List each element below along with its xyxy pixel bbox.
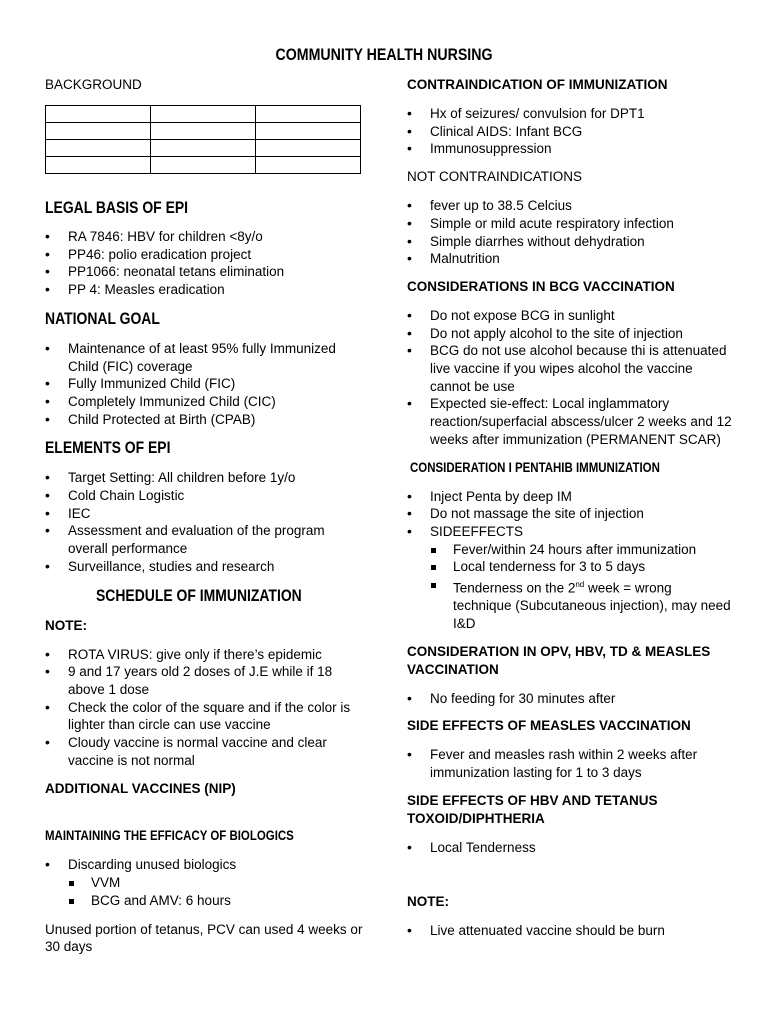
list-item: • Maintenance of at least 95% fully Immunized Child (FIC) coverage [45, 340, 365, 375]
unused-portion-text: Unused portion of tetanus, PCV can used 4 weeks or 30 days [45, 921, 363, 955]
list-item: • Do not apply alcohol to the site of injection [407, 325, 733, 343]
left-column [45, 76, 365, 956]
list-item [407, 523, 733, 633]
background-heading: BACKGROUND [45, 77, 142, 92]
legal-basis-list [45, 228, 365, 299]
superscript: nd [575, 580, 585, 590]
table-cell [256, 123, 361, 140]
measles-heading: SIDE EFFECTS OF MEASLES VACCINATION [407, 718, 691, 734]
sub-list-item: VVM [68, 874, 365, 892]
list-item: • Child Protected at Birth (CPAB) [45, 411, 365, 429]
table-row [46, 106, 361, 123]
not-contraindications-heading: NOT CONTRAINDICATIONS [407, 169, 583, 185]
measles-list [407, 746, 733, 781]
list-item: • Assessment and evaluation of the program overall performance [45, 522, 365, 557]
sub-list-item [430, 576, 733, 633]
schedule-heading: SCHEDULE OF IMMUNIZATION [96, 585, 302, 605]
legal-basis-heading: LEGAL BASIS OF EPI [45, 198, 189, 217]
additional-vaccines-heading: ADDITIONAL VACCINES (NIP) [45, 781, 236, 797]
hbv-list [407, 839, 733, 857]
contraindication-heading: CONTRAINDICATION OF IMMUNIZATION [407, 77, 668, 92]
list-item: • Fever and measles rash within 2 weeks after immunization lasting for 1 to 3 days [407, 746, 733, 781]
table-cell [151, 106, 256, 123]
list-item: • Hx of seizures/ convulsion for DPT1 [407, 105, 733, 123]
list-item: • Live attenuated vaccine should be burn [407, 922, 733, 940]
list-item: • Completely Immunized Child (CIC) [45, 393, 365, 411]
list-item: • Cloudy vaccine is normal vaccine and clear vaccine is not normal [45, 734, 365, 769]
list-item [45, 856, 365, 909]
list-item: • Check the color of the square and if the color is lighter than circle can use vaccine [45, 699, 365, 734]
sub-list-item: BCG and AMV: 6 hours [68, 892, 365, 910]
maintaining-heading: MAINTAINING THE EFFICACY OF BIOLOGICS [45, 828, 294, 844]
note-heading: NOTE: [45, 617, 87, 633]
opv-list [407, 690, 733, 708]
sub-item-text: week = wrong technique (Subcutaneous injection), may need I&D [453, 580, 731, 631]
list-item: • Do not expose BCG in sunlight [407, 307, 733, 325]
list-item: • PP46: polio eradication project [45, 246, 365, 264]
list-item: • PP 4: Measles eradication [45, 281, 365, 299]
bcg-list [407, 307, 733, 449]
table-cell [256, 106, 361, 123]
bcg-heading: CONSIDERATIONS IN BCG VACCINATION [407, 278, 675, 294]
list-item: • IEC [45, 505, 365, 523]
list-item: • Immunosuppression [407, 140, 733, 158]
table-cell [46, 140, 151, 157]
background-table [45, 105, 361, 174]
opv-heading: CONSIDERATION IN OPV, HBV, TD & MEASLES VACCINATION [407, 643, 711, 677]
right-column [407, 76, 733, 940]
list-item: • Simple diarrhes without dehydration [407, 233, 733, 251]
list-item: • Malnutrition [407, 250, 733, 268]
list-item-text: SIDEEFFECTS [430, 523, 524, 539]
table-cell [256, 140, 361, 157]
table-cell [46, 123, 151, 140]
table-cell [256, 157, 361, 174]
list-item: • Local Tenderness [407, 839, 733, 857]
table-row [46, 123, 361, 140]
national-goal-heading: NATIONAL GOAL [45, 308, 160, 328]
maintaining-list [45, 856, 365, 909]
national-goal-list [45, 340, 365, 429]
list-item: • Expected sie-effect: Local inglammatory reaction/superfacial abscess/ulcer 2 weeks and 12 weeks after immunization (PERMANENT SCAR) [407, 395, 733, 448]
hbv-heading: SIDE EFFECTS OF HBV AND TETANUS TOXOID/DIPHTHERIA [407, 792, 658, 826]
list-item: • ROTA VIRUS: give only if there’s epidemic [45, 646, 365, 664]
list-item: • Fully Immunized Child (FIC) [45, 375, 365, 393]
list-item: • RA 7846: HBV for children <8y/o [45, 228, 365, 246]
list-item: • Cold Chain Logistic [45, 487, 365, 505]
contraindication-list [407, 105, 733, 158]
list-item: • Do not massage the site of injection [407, 505, 733, 523]
list-item: • BCG do not use alcohol because thi is attenuated live vaccine if you wipes alcohol the vaccine cannot be use [407, 342, 733, 395]
list-item: • Clinical AIDS: Infant BCG [407, 123, 733, 141]
table-row [46, 157, 361, 174]
list-item: • 9 and 17 years old 2 doses of J.E while if 18 above 1 dose [45, 663, 365, 698]
list-item: • No feeding for 30 minutes after [407, 690, 733, 708]
list-item: • Target Setting: All children before 1y/o [45, 469, 365, 487]
table-cell [151, 157, 256, 174]
list-item: • Inject Penta by deep IM [407, 488, 733, 506]
table-row [46, 140, 361, 157]
side-effects-sublist [430, 541, 733, 633]
page-title: COMMUNITY HEALTH NURSING [275, 46, 493, 64]
pentahib-list [407, 488, 733, 633]
list-item: • fever up to 38.5 Celcius [407, 197, 733, 215]
not-contraindications-list [407, 197, 733, 268]
elements-list [45, 469, 365, 575]
sub-item-text: Tenderness on the 2 [453, 580, 576, 596]
elements-heading: ELEMENTS OF EPI [45, 438, 171, 458]
list-item-text: Discarding unused biologics [68, 857, 237, 873]
list-item: • Simple or mild acute respiratory infection [407, 215, 733, 233]
table-cell [151, 123, 256, 140]
note-heading-right: NOTE: [407, 894, 449, 910]
list-item: • Surveillance, studies and research [45, 558, 365, 576]
list-item: • PP1066: neonatal tetans elimination [45, 263, 365, 281]
maintaining-sublist [68, 874, 365, 909]
note-list [45, 646, 365, 770]
note-list-right [407, 922, 733, 940]
table-cell [151, 140, 256, 157]
sub-list-item: Local tenderness for 3 to 5 days [430, 558, 733, 576]
pentahib-heading: CONSIDERATION I PENTAHIB IMMUNIZATION [410, 459, 660, 475]
table-cell [46, 157, 151, 174]
sub-list-item: Fever/within 24 hours after immunization [430, 541, 733, 559]
table-cell [46, 106, 151, 123]
